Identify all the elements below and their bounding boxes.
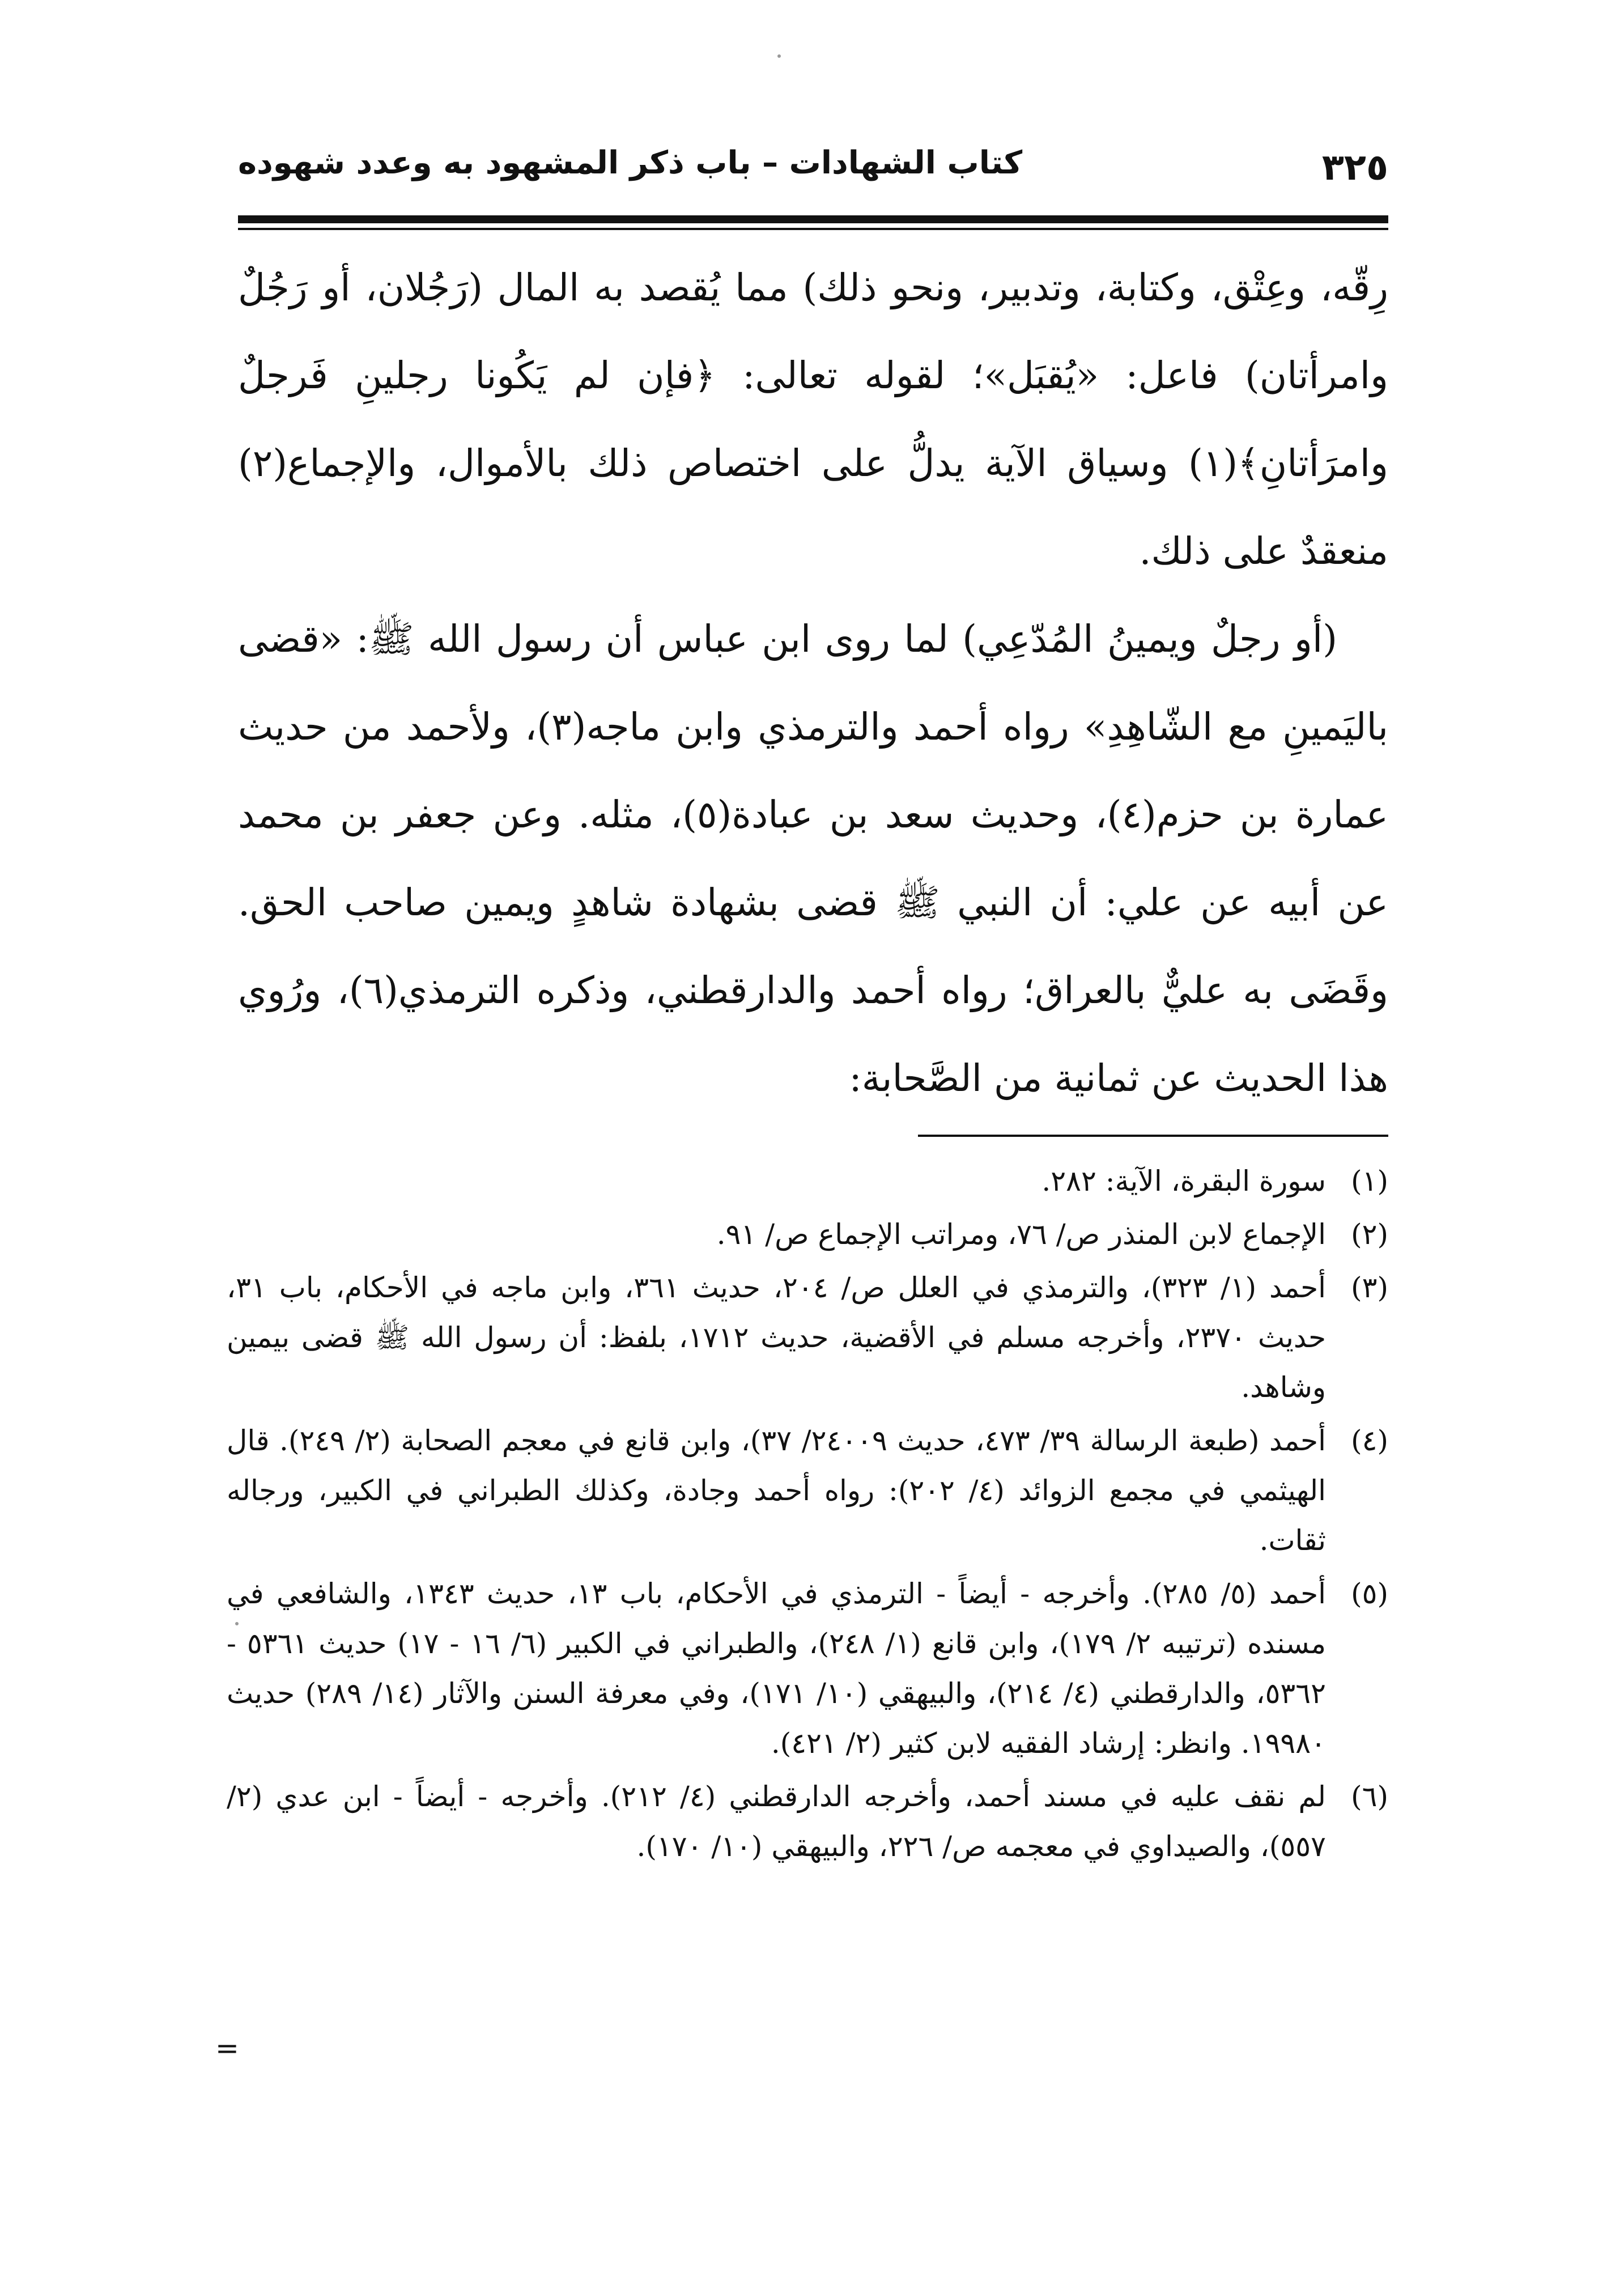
footnote [227, 1772, 1388, 1871]
running-header [238, 145, 1388, 196]
footnote-number: (٢) [1351, 1218, 1388, 1251]
footnote-number: (٣) [1351, 1271, 1388, 1304]
continuation-mark: = [215, 2032, 239, 2065]
footnote [227, 1263, 1388, 1412]
footnote-number: (٤) [1351, 1424, 1388, 1457]
footnote-number: (٦) [1351, 1780, 1388, 1813]
page-number: ٣٢٥ [1321, 147, 1388, 189]
header-rule-thick [238, 215, 1388, 223]
footnote [227, 1569, 1388, 1768]
footnote [227, 1209, 1388, 1259]
footnotes [227, 1156, 1388, 1875]
footnote [227, 1416, 1388, 1565]
footnote-text: لم نقف عليه في مسند أحمد، وأخرجه الدارقطني (٤/ ٢١٢). وأخرجه - أيضاً - ابن عدي (٢/ ٥٥٧)، والصيداوي في معجمه ص/ ٢٢٦، والبيهقي (١٠/ ١٧٠). [227, 1780, 1327, 1863]
scan-speck [777, 54, 781, 58]
footnote-text: أحمد (٥/ ٢٨٥). وأخرجه - أيضاً - الترمذي في الأحكام، باب ١٣، حديث ١٣٤٣، والشافعي في مسنده (ترتيبه ٢/ ١٧٩)، وابن قانع (١/ ٢٤٨)، والطبراني في الكبير (٦/ ١٦ - ١٧) حديث ٥٣٦١ - ٥٣٦٢، والدارقطني (٤/ ٢١٤)، والبيهقي (١٠/ ١٧١)، وفي معرفة السنن والآثار (١٤/ ٢٨٩) حديث ١٩٩٨٠. وانظر: إرشاد الفقيه لابن كثير (٢/ ٤٢١). [227, 1577, 1327, 1760]
footnote-text: الإجماع لابن المنذر ص/ ٧٦، ومراتب الإجماع ص/ ٩١. [716, 1218, 1326, 1251]
footnote-number: (٥) [1351, 1577, 1388, 1610]
scan-speck [235, 1622, 239, 1625]
footnote-separator [918, 1135, 1388, 1137]
footnote-text: أحمد (طبعة الرسالة ٣٩/ ٤٧٣، حديث ٢٤٠٠٩/ ٣٧)، وابن قانع في معجم الصحابة (٢/ ٢٤٩). قال الهيثمي في مجمع الزوائد (٤/ ٢٠٢): رواه أحمد وجادة، وكذلك الطبراني في الكبير، ورجاله ثقات. [227, 1424, 1326, 1557]
footnote-number: (١) [1351, 1165, 1388, 1198]
chapter-title: كتاب الشهادات – باب ذكر المشهود به وعدد شهوده [238, 145, 1023, 181]
footnote-text: سورة البقرة، الآية: ٢٨٢. [1041, 1165, 1326, 1198]
main-text [238, 244, 1388, 1122]
footnote-text: أحمد (١/ ٣٢٣)، والترمذي في العلل ص/ ٢٠٤، حديث ٣٦١، وابن ماجه في الأحكام، باب ٣١، حديث ٢٣٧٠، وأخرجه مسلم في الأقضية، حديث ١٧١٢، بلفظ: أن رسول الله ﷺ قضى بيمين وشاهد. [227, 1271, 1327, 1404]
footnote [227, 1156, 1388, 1206]
paragraph-2: (أو رجلٌ ويمينُ المُدّعِي) لما روى ابن عباس أن رسول الله ﷺ: «قضى باليَمينِ مع الشّاهِدِ» رواه أحمد والترمذي وابن ماجه(٣)، ولأحمد من حديث عمارة بن حزم(٤)، وحديث سعد بن عبادة(٥)، مثله. وعن جعفر بن محمد عن أبيه عن علي: أن النبي ﷺ قضى بشهادة شاهدٍ ويمين صاحب الحق. وقَضَى به عليٌّ بالعراق؛ رواه أحمد والدارقطني، وذكره الترمذي(٦)، ورُوي هذا الحديث عن ثمانية من الصَّحابة: [238, 617, 1389, 1100]
header-rule-thin [238, 228, 1388, 230]
paragraph-1: رِقّه، وعِتْق، وكتابة، وتدبير، ونحو ذلك) مما يُقصد به المال (رَجُلان، أو رَجُلٌ وامرأتان) فاعل: «يُقبَل»؛ لقوله تعالى: ﴿فإن لم يَكُونا رجلينِ فَرجلٌ وامرَأتانِ﴾(١) وسياق الآية يدلُّ على اختصاص ذلك بالأموال، والإجماع(٢) منعقدٌ على ذلك. [238, 266, 1388, 573]
